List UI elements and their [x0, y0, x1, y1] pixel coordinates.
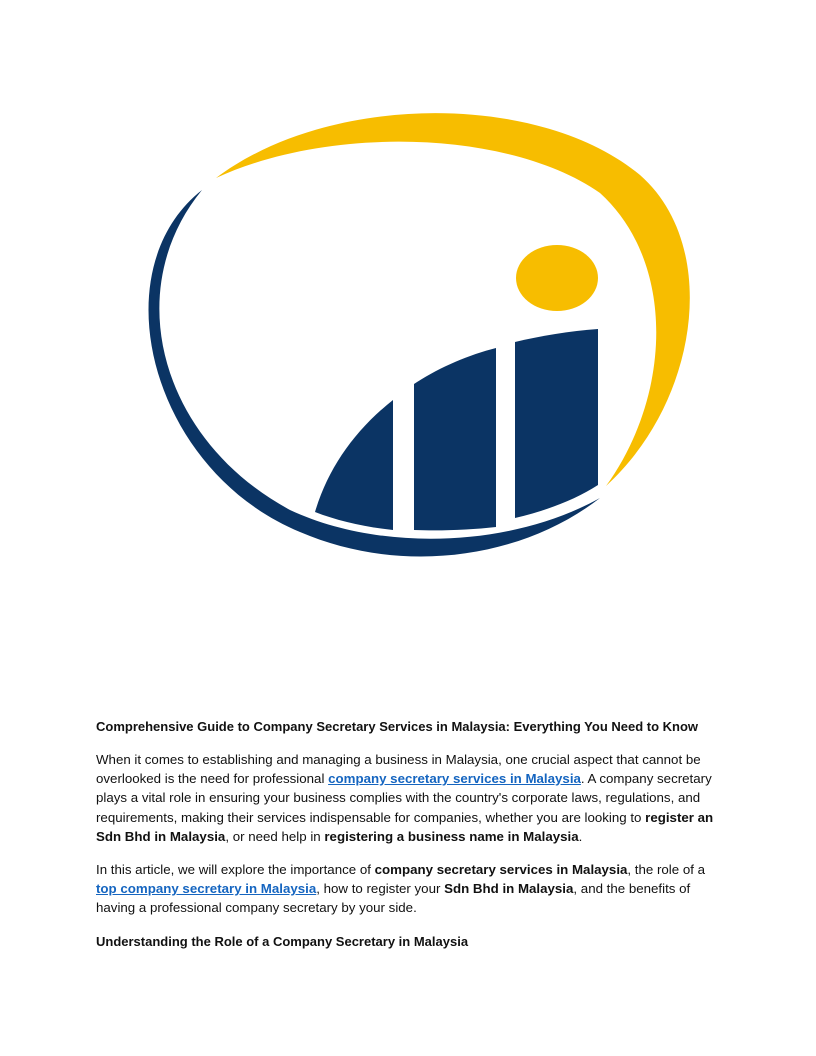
p1-text-4: .: [578, 828, 583, 844]
p1-text-1: When it comes to establishing and managing a business in Malaysia, one crucial aspect that cannot be overlooked is the need for professional: [96, 752, 701, 787]
article-title: Comprehensive Guide to Company Secretary Services in Malaysia: Everything You Need to Know: [96, 719, 699, 734]
p2-text-4: , and the benefits of having a professional company secretary by your side.: [96, 881, 691, 916]
intro-paragraph: [96, 750, 726, 846]
logo-gold-dot: [516, 245, 598, 311]
article-body: [96, 717, 726, 951]
article-scope-paragraph: [96, 860, 726, 918]
logo-bar-2: [414, 348, 496, 530]
top-company-secretary-link[interactable]: top company secretary in Malaysia: [96, 881, 317, 897]
p2-bold-1: company secretary services in Malaysia: [374, 862, 628, 878]
company-logo-icon: [110, 100, 710, 580]
p2-text-2: , the role of a: [627, 862, 706, 878]
p1-bold-2: registering a business name in Malaysia: [324, 828, 579, 844]
section-heading: Understanding the Role of a Company Secretary in Malaysia: [96, 933, 469, 949]
p2-text-3: , how to register your: [316, 881, 445, 897]
logo-bar-3: [515, 329, 598, 518]
p2-bold-2: Sdn Bhd in Malaysia: [444, 881, 574, 897]
logo-bar-1: [315, 400, 393, 530]
p2-text-1: In this article, we will explore the importance of: [96, 862, 375, 878]
p1-text-2: . A company secretary plays a vital role in ensuring your business complies with the country's corporate laws, regulations, and requirements, making their services indispensable for companies, whether you are looking to: [96, 771, 712, 825]
p1-bold-1: register an Sdn Bhd in Malaysia: [96, 809, 714, 844]
p1-text-3: , or need help in: [225, 828, 325, 844]
company-secretary-services-link[interactable]: company secretary services in Malaysia: [328, 771, 581, 787]
